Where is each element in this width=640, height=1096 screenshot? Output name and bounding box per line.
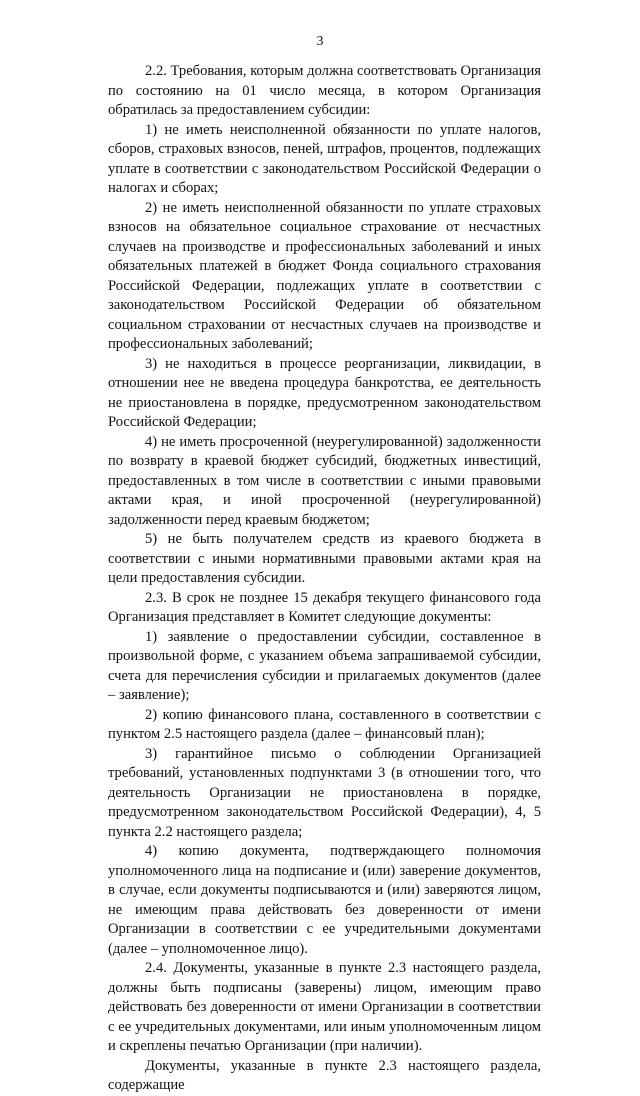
paragraph-2-4: 2.4. Документы, указанные в пункте 2.3 настоящего раздела, должны быть подписаны (заверены) лицом, имеющим право действовать без доверенности от имени Организации в соответствии с ее учредительных документами, или иным уполномоченным лицом и скреплены печатью Организации (при наличии). (108, 960, 541, 1054)
paragraph-2-3-item-2: 2) копию финансового плана, составленного в соответствии с пунктом 2.5 настоящего раздела (далее – финансовый план); (108, 706, 541, 742)
paragraph-2-3-item-1: 1) заявление о предоставлении субсидии, составленное в произвольной форме, с указанием объема запрашиваемой субсидии, счета для перечисления субсидии и прилагаемых документов (далее – заявление); (108, 628, 541, 703)
document-body (108, 62, 541, 1096)
paragraph-2-4-continued: Документы, указанные в пункте 2.3 настоящего раздела, содержащие (108, 1057, 541, 1093)
paragraph-2-3-item-4: 4) копию документа, подтверждающего полномочия уполномоченного лица на подписание и (или) заверение документов, в случае, если документы подписываются и (или) заверяются лицом, не имеющим права действовать без доверенности от имени Организации в соответствии с ее учредительными документами (далее – уполномоченное лицо). (108, 843, 541, 957)
paragraph-2-2-item-5: 5) не быть получателем средств из краевого бюджета в соответствии с иными нормативными правовыми актами края на цели предоставления субсидии. (108, 531, 541, 586)
paragraph-2-2-item-3: 3) не находиться в процессе реорганизации, ликвидации, в отношении нее не введена процедура банкротства, ее деятельность не приостановлена в порядке, предусмотренном законодательством Российской Федерации; (108, 355, 541, 430)
paragraph-2-2-item-1: 1) не иметь неисполненной обязанности по уплате налогов, сборов, страховых взносов, пеней, штрафов, процентов, подлежащих уплате в соответствии с законодательством Российской Федерации о налогах и сборах; (108, 121, 541, 196)
paragraph-2-3-item-3: 3) гарантийное письмо о соблюдении Организацией требований, установленных подпунктами 3 (в отношении того, что деятельность Организации не приостановлена в порядке, предусмотренном законодательством Российской Федерации), 4, 5 пункта 2.2 настоящего раздела; (108, 745, 541, 840)
paragraph-2-3: 2.3. В срок не позднее 15 декабря текущего финансового года Организация представляет в Комитет следующие документы: (108, 589, 541, 625)
paragraph-2-2-item-4: 4) не иметь просроченной (неурегулированной) задолженности по возврату в краевой бюджет субсидий, бюджетных инвестиций, предоставленных в том числе в соответствии с иными правовыми актами края, и иной просроченной (неурегулированной) задолженности перед краевым бюджетом; (108, 433, 541, 528)
page-number: 3 (316, 34, 324, 49)
paragraph-2-2-item-2: 2) не иметь неисполненной обязанности по уплате страховых взносов на обязательное социальное страхование от несчастных случаев на производстве и профессиональных заболеваний и иных обязательных платежей в бюджет Фонда социального страхования Российской Федерации, подлежащих уплате в соответствии с законодательством Российской Федерации об обязательном социальном страховании от несчастных случаев на производстве и профессиональных заболеваний; (108, 199, 541, 352)
paragraph-2-2: 2.2. Требования, которым должна соответствовать Организация по состоянию на 01 число месяца, в котором Организация обратилась за предоставлением субсидии: (108, 63, 541, 118)
